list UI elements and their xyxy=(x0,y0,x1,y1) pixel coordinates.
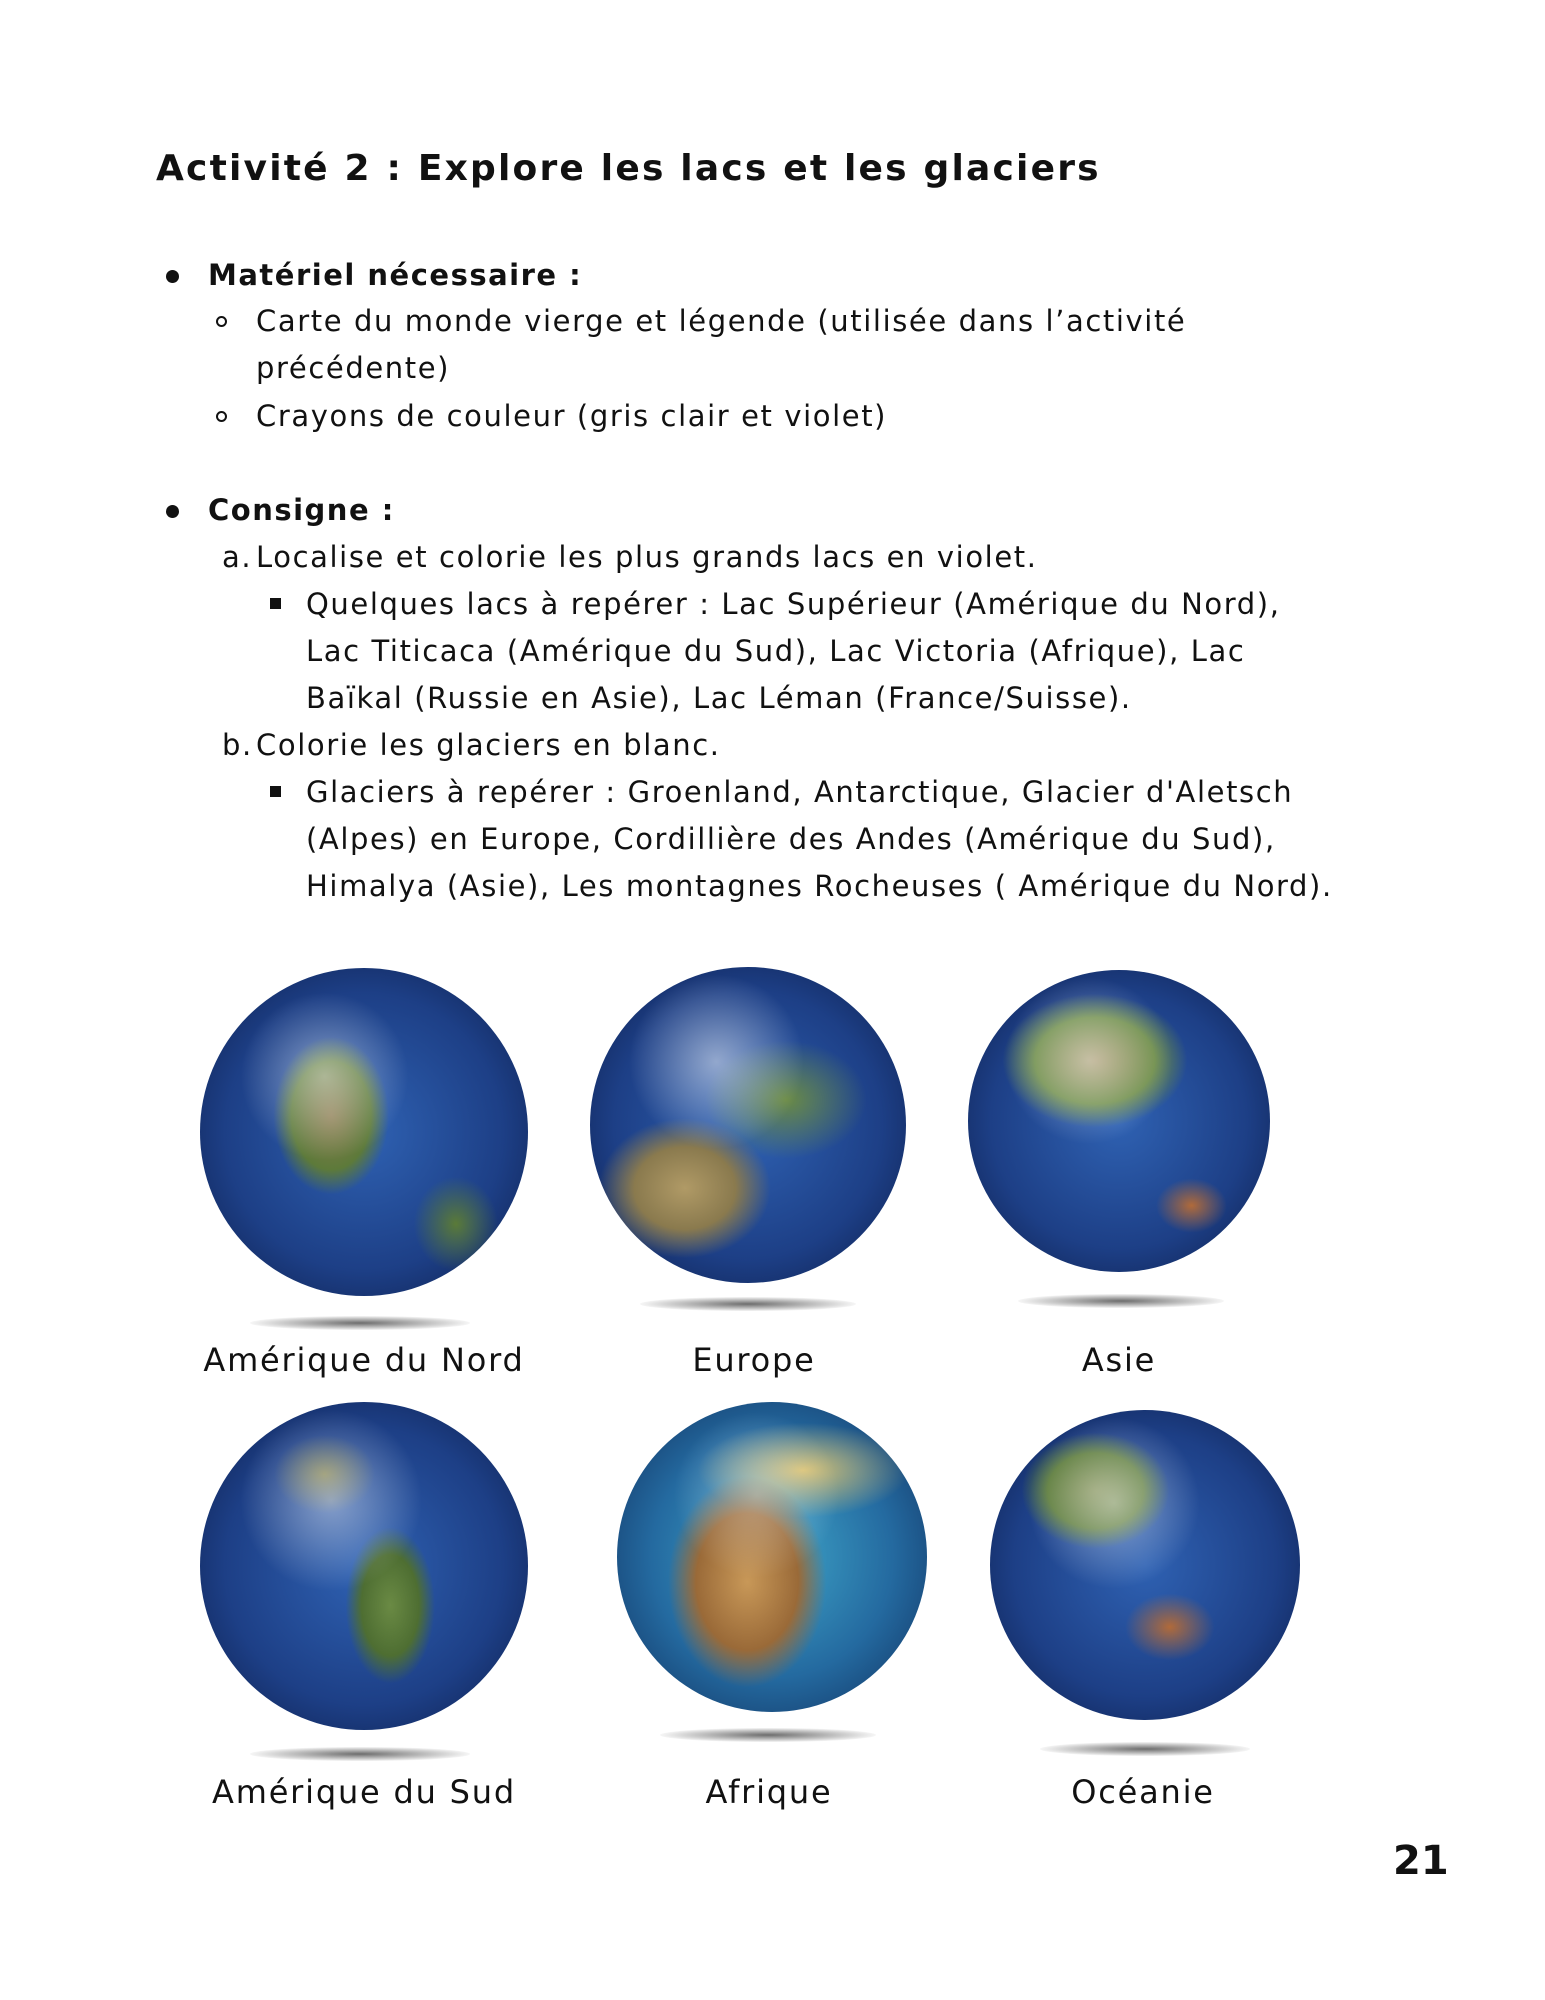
bullet-icon xyxy=(166,505,179,518)
step-letter: a. xyxy=(222,540,253,574)
step-detail-line: Himalya (Asie), Les montagnes Rocheuses ( Amérique du Nord). xyxy=(306,869,1333,903)
circle-bullet-icon xyxy=(216,316,227,327)
globe-south-america-image xyxy=(200,1402,528,1730)
step-letter: b. xyxy=(222,728,253,762)
globe-shadow xyxy=(250,1747,470,1761)
square-bullet-icon xyxy=(270,598,281,609)
globe-europe-image xyxy=(590,967,906,1283)
globe-caption: Océanie xyxy=(1071,1773,1215,1811)
materiel-item-line: Crayons de couleur (gris clair et violet) xyxy=(256,399,888,433)
globe-oceania-image xyxy=(990,1410,1300,1720)
globe-caption: Amérique du Sud xyxy=(212,1773,516,1811)
materiel-label: Matériel nécessaire : xyxy=(208,258,583,292)
step-detail-line: (Alpes) en Europe, Cordillière des Andes (Amérique du Sud), xyxy=(306,822,1276,856)
globe-caption: Europe xyxy=(692,1341,816,1379)
globe-caption: Amérique du Nord xyxy=(203,1341,525,1379)
materiel-item-line: Carte du monde vierge et légende (utilisée dans l’activité xyxy=(256,304,1187,338)
globe-shadow xyxy=(660,1728,876,1742)
globe-shadow xyxy=(1018,1294,1224,1308)
globe-caption: Afrique xyxy=(705,1773,833,1811)
globe-asia-image xyxy=(968,970,1270,1272)
circle-bullet-icon xyxy=(216,411,227,422)
step-detail-line: Lac Titicaca (Amérique du Sud), Lac Victoria (Afrique), Lac xyxy=(306,634,1246,668)
step-detail-line: Quelques lacs à repérer : Lac Supérieur (Amérique du Nord), xyxy=(306,587,1281,621)
globe-caption: Asie xyxy=(1081,1341,1157,1379)
page-number: 21 xyxy=(1393,1838,1449,1884)
square-bullet-icon xyxy=(270,786,281,797)
globe-shadow xyxy=(250,1316,470,1330)
step-detail-line: Baïkal (Russie en Asie), Lac Léman (France/Suisse). xyxy=(306,681,1132,715)
step-text: Localise et colorie les plus grands lacs en violet. xyxy=(256,540,1038,574)
consigne-label: Consigne : xyxy=(208,493,395,527)
materiel-item-line: précédente) xyxy=(256,351,451,385)
page-title: Activité 2 : Explore les lacs et les glaciers xyxy=(156,148,1101,189)
globe-shadow xyxy=(1040,1742,1250,1756)
step-detail-line: Glaciers à repérer : Groenland, Antarctique, Glacier d'Aletsch xyxy=(306,775,1294,809)
globe-north-america-image xyxy=(200,968,528,1296)
bullet-icon xyxy=(166,270,179,283)
globe-shadow xyxy=(640,1297,856,1311)
globe-africa-image xyxy=(617,1402,927,1712)
step-text: Colorie les glaciers en blanc. xyxy=(256,728,721,762)
